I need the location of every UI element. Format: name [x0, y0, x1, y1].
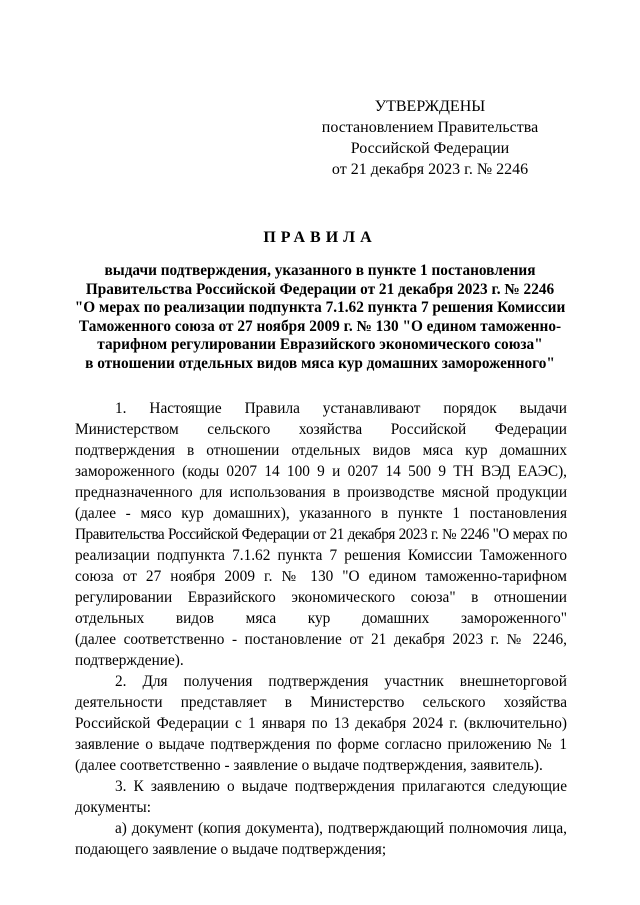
paragraph-line: Министерством сельского хозяйства Российской Федерации — [75, 421, 567, 438]
approval-line: от 21 декабря 2023 г. № 2246 — [331, 161, 529, 178]
approval-heading: УТВЕРЖДЕНЫ — [374, 98, 486, 115]
paragraph-line: (далее - мясо кур домашних), указанного в пункте 1 постановления — [75, 505, 567, 522]
paragraph-line: отдельных видов мяса кур домашних замороженного" — [75, 610, 567, 627]
paragraph-line: 3. К заявлению о выдаче подтверждения прилагаются следующие — [115, 778, 567, 795]
paragraph-line: 1. Настоящие Правила устанавливают порядок выдачи — [115, 400, 567, 417]
paragraph-line: Российской Федерации с 1 января по 13 декабря 2024 г. (включительно) — [75, 715, 567, 732]
approval-line: Российской Федерации — [350, 140, 510, 157]
document-body — [75, 398, 567, 860]
paragraph-line: деятельности представляет в Министерство сельского хозяйства — [75, 694, 567, 711]
paragraph-line: (далее соответственно - заявление о выдаче подтверждения, заявитель). — [75, 757, 543, 774]
paragraph-line: подтверждения в отношении отдельных видов мяса кур домашних — [75, 442, 567, 459]
document-title: ПРАВИЛА — [263, 229, 377, 246]
paragraph-line: подающего заявление о выдаче подтверждения; — [75, 841, 387, 858]
subtitle-line: в отношении отдельных видов мяса кур домашних замороженного" — [85, 354, 555, 372]
approval-block — [300, 96, 560, 180]
paragraph-line: реализации подпункта 7.1.62 пункта 7 решения Комиссии Таможенного — [75, 547, 567, 564]
paragraph-line: а) документ (копия документа), подтверждающий полномочия лица, — [115, 820, 567, 837]
paragraph-line: документы: — [75, 799, 151, 816]
paragraph-line: Правительства Российской Федерации от 21 декабря 2023 г. № 2246 "О мерах по — [75, 526, 567, 543]
subtitle-line: выдачи подтверждения, указанного в пункте 1 постановления — [104, 262, 536, 279]
paragraph-line: регулировании Евразийского экономического союза" в отношении — [75, 589, 567, 606]
paragraph-line: заявление о выдаче подтверждения по форме согласно приложению № 1 — [75, 736, 567, 753]
paragraph-line: предназначенного для использования в производстве мясной продукции — [75, 484, 567, 501]
paragraph-line: союза от 27 ноября 2009 г. № 130 "О едином таможенно-тарифном — [75, 568, 567, 585]
subtitle-line: Таможенного союза от 27 ноября 2009 г. № 130 "О едином таможенно- — [78, 317, 562, 335]
subtitle-line: тарифном регулировании Евразийского экономического союза" — [97, 336, 543, 353]
paragraph-line: подтверждение). — [75, 652, 184, 669]
paragraph-line: 2. Для получения подтверждения участник внешнеторговой — [115, 673, 567, 690]
paragraph-line: (далее соответственно - постановление от 21 декабря 2023 г. № 2246, — [75, 631, 567, 648]
document-subtitle — [60, 262, 580, 373]
subtitle-line: "О мерах по реализации подпункта 7.1.62 пункта 7 решения Комиссии — [74, 299, 566, 316]
paragraph-line: замороженного (коды 0207 14 100 9 и 0207 14 500 9 ТН ВЭД ЕАЭС), — [75, 463, 567, 480]
subtitle-line: Правительства Российской Федерации от 21 декабря 2023 г. № 2246 — [85, 280, 555, 298]
approval-line: постановлением Правительства — [321, 119, 539, 136]
